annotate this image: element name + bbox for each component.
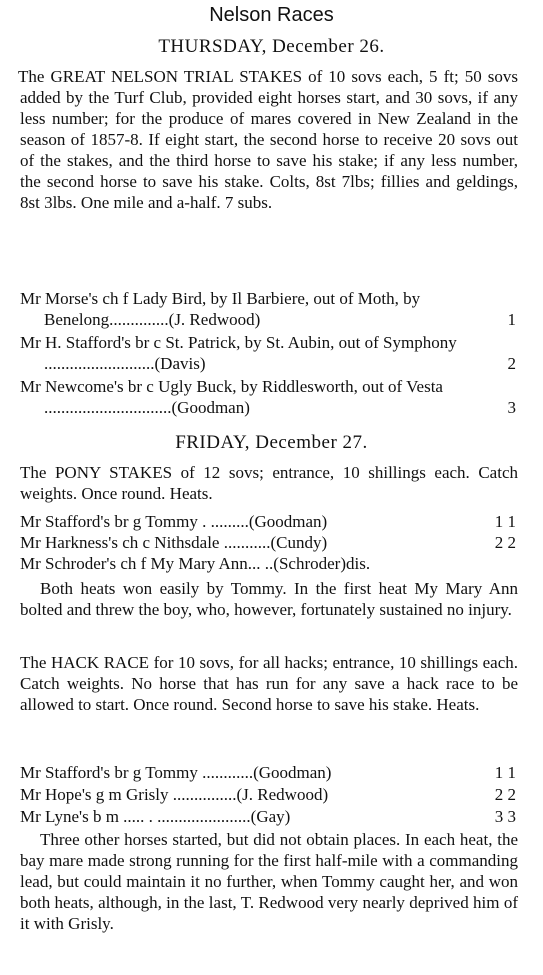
entry-place: 3 3 — [494, 807, 516, 826]
entry-place: 3 — [507, 398, 516, 417]
entry-horse: Mr Stafford's br g Tommy ............(Goodman) — [20, 763, 332, 782]
entry-place: 2 2 — [494, 785, 516, 804]
entry-horse: Mr Hope's g m Grisly ...............(J. Redwood) — [20, 785, 329, 804]
entry-horse: Mr Schroder's ch f My Mary Ann... ..(Schroder)dis. — [20, 554, 371, 573]
race-entry — [20, 553, 518, 574]
friday-heading: FRIDAY, December 27. — [175, 432, 368, 453]
entry-place: 2 2 — [494, 533, 516, 552]
entry-horse: Mr Harkness's ch c Nithsdale ...........(Cundy) — [20, 533, 328, 552]
pony-stakes-report: Both heats won easily by Tommy. In the first heat My Mary Ann bolted and threw the boy, who, however, fortunately sustained no injury. — [20, 579, 518, 619]
great-nelson-trial-stakes-conditions: The GREAT NELSON TRIAL STAKES of 10 sovs each, 5 ft; 50 sovs added by the Turf Club, provided eight horses start, and 30 sovs, if any less number; for the produce of mares covered in New Zealand in the season of 1857-8. If eight start, the second horse to receive 20 sovs out of the stakes, and the third horse to save his stake; if any less number, the second horse to save his stake. Colts, 8st 7lbs; fillies and geldings, 8st 3lbs. One mile and a-half. 7 subs. — [18, 67, 518, 212]
pony-stakes-conditions: The PONY STAKES of 12 sovs; entrance, 10 shillings each. Catch weights. Once round. Heats. — [20, 463, 518, 503]
hack-race-report: Three other horses started, but did not obtain places. In each heat, the bay mare made strong running for the first half-mile with a commanding lead, but could maintain it no further, when Tommy caught her, and won both heats, although, in the last, T. Redwood very nearly deprived him of it with Grisly. — [20, 830, 518, 933]
race-entry — [20, 376, 518, 418]
hack-race-conditions: The HACK RACE for 10 sovs, for all hacks; entrance, 10 shillings each. Catch weights. No horse that has run for any save a hack race to be allowed to start. Once round. Second horse to save his stake. Heats. — [20, 653, 518, 714]
entry-place: 1 1 — [494, 763, 516, 782]
thursday-heading: THURSDAY, December 26. — [158, 36, 385, 57]
race-entry — [20, 511, 518, 532]
entry-place: 1 — [507, 310, 516, 329]
race-entry — [20, 784, 518, 805]
page-title: Nelson Races — [209, 4, 334, 26]
race-entry — [20, 332, 518, 374]
entry-horse: Mr Lyne's b m ..... . ......................(Gay) — [20, 807, 291, 826]
race-entry — [20, 288, 518, 330]
entry-place: 1 1 — [494, 512, 516, 531]
entry-horse: Mr Stafford's br g Tommy . .........(Goodman) — [20, 512, 328, 531]
race-entry — [20, 532, 518, 553]
entry-horse: Mr Newcome's br c Ugly Buck, by Riddlesworth, out of Vesta ..............................(Goodman) — [20, 377, 443, 417]
race-entry — [20, 806, 518, 827]
entry-place: 2 — [507, 354, 516, 373]
entry-horse: Mr H. Stafford's br c St. Patrick, by St. Aubin, out of Symphony ..........................(Davis) — [20, 333, 457, 373]
race-entry — [20, 762, 518, 783]
entry-horse: Mr Morse's ch f Lady Bird, by Il Barbiere, out of Moth, by Benelong..............(J. Redwood) — [20, 289, 421, 329]
